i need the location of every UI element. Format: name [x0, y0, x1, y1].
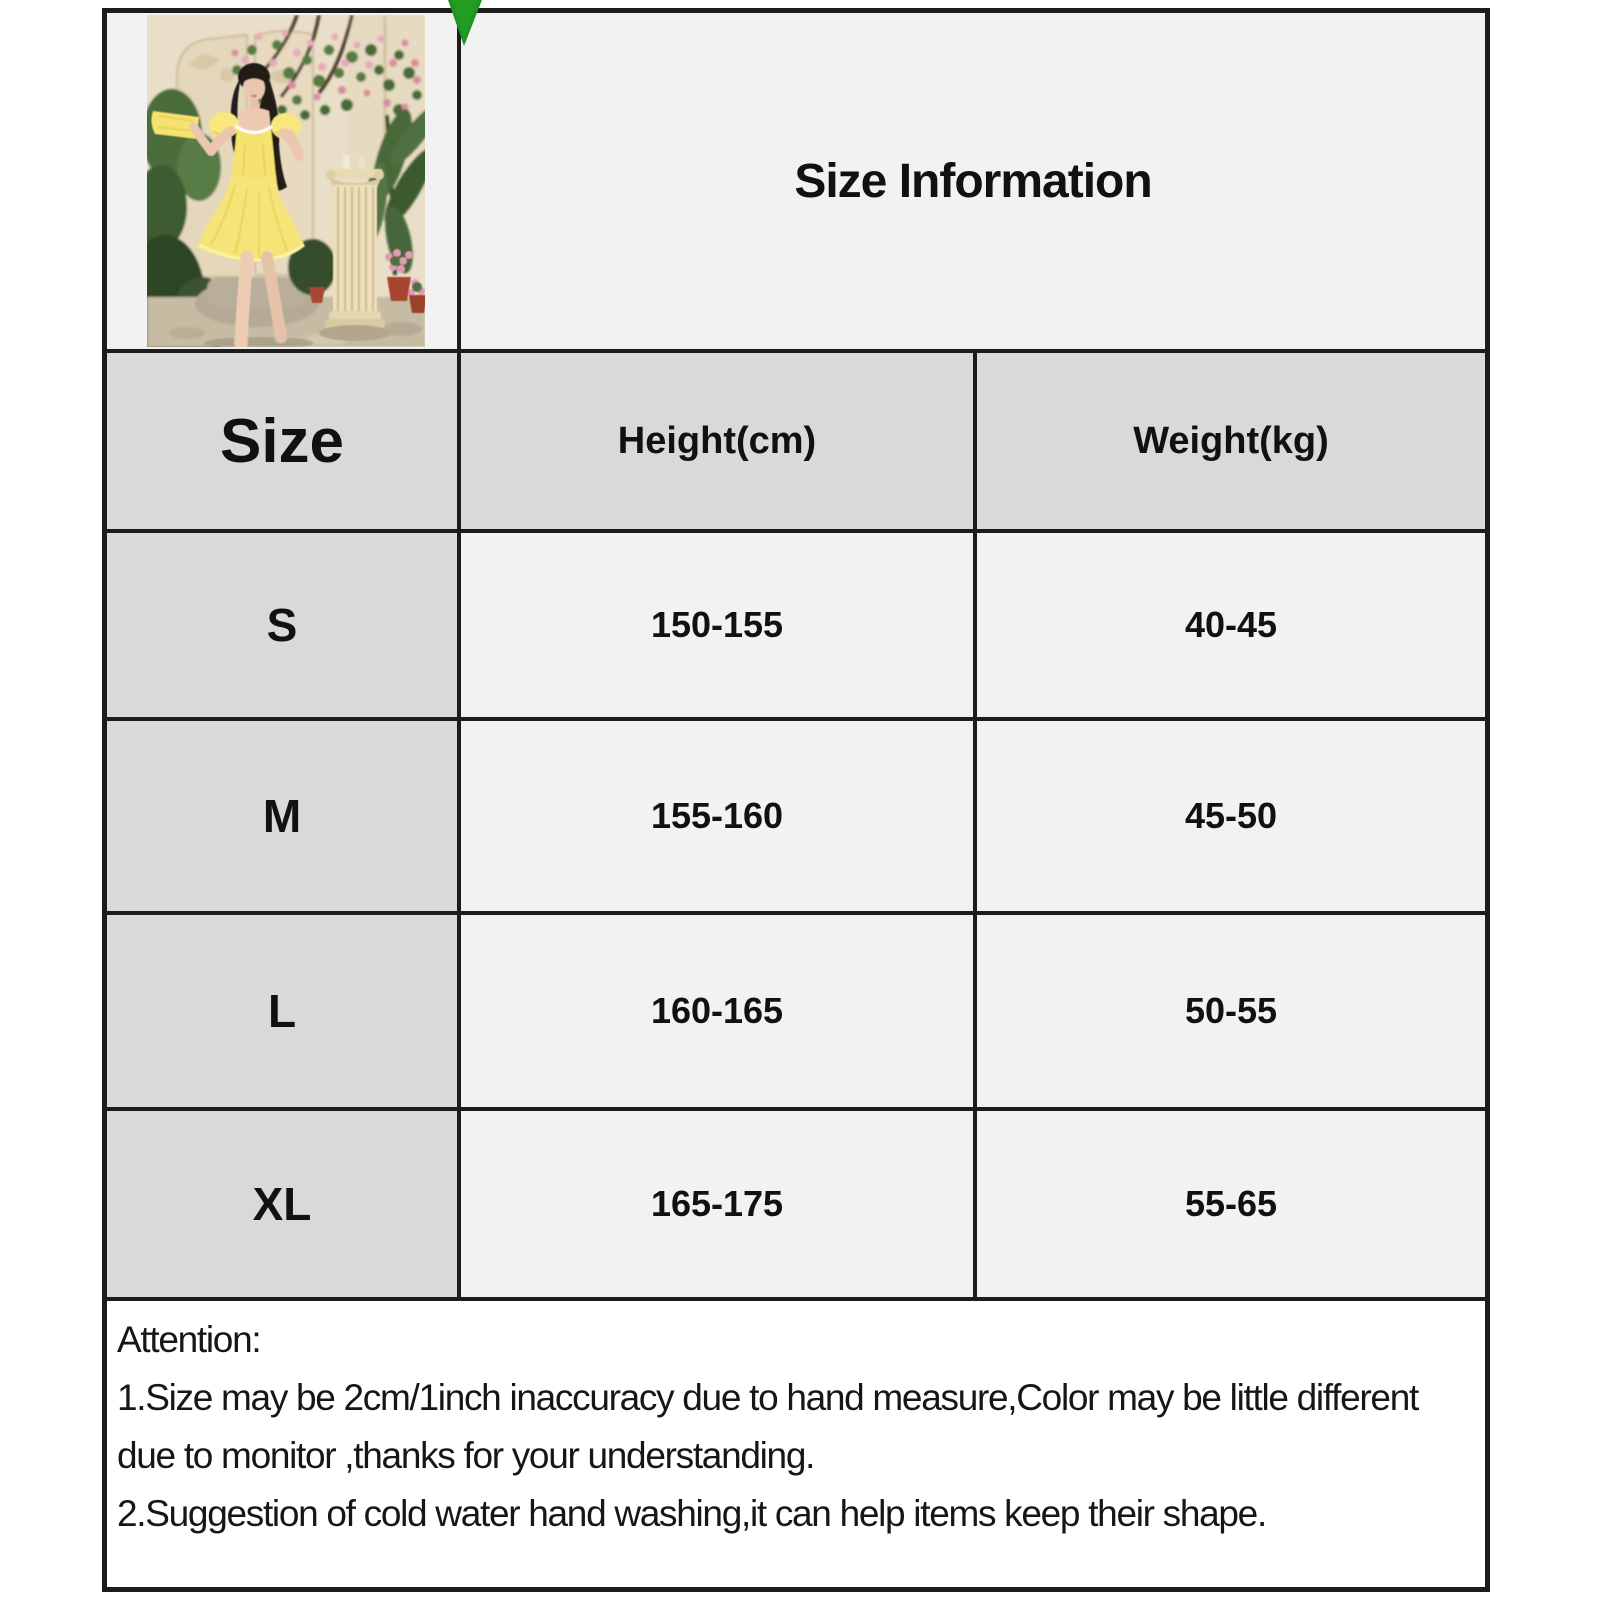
size-information-table	[102, 8, 1490, 1592]
attention-note-2: 2.Suggestion of cold water hand washing,it can help items keep their shape.	[117, 1493, 1266, 1534]
column-header-height: Height(cm)	[461, 353, 973, 529]
row-s-label: S	[107, 533, 457, 717]
product-photo	[147, 15, 425, 347]
row-l-height: 160-165	[461, 915, 973, 1107]
product-photo-cell	[107, 13, 457, 349]
attention-box	[107, 1301, 1485, 1587]
attention-heading: Attention:	[117, 1319, 261, 1360]
row-l-weight: 50-55	[977, 915, 1485, 1107]
row-s-weight: 40-45	[977, 533, 1485, 717]
column-header-size: Size	[107, 353, 457, 529]
row-xl-label: XL	[107, 1111, 457, 1297]
row-s-height: 150-155	[461, 533, 973, 717]
row-m-weight: 45-50	[977, 721, 1485, 911]
attention-note-1: 1.Size may be 2cm/1inch inaccuracy due to hand measure,Color may be little different due to monitor ,thanks for your understanding.	[117, 1377, 1418, 1476]
row-m-height: 155-160	[461, 721, 973, 911]
garden-background	[147, 15, 425, 347]
row-m-label: M	[107, 721, 457, 911]
column-header-weight: Weight(kg)	[977, 353, 1485, 529]
page-title: Size Information	[461, 13, 1485, 349]
green-corner-marker-icon	[448, 0, 482, 46]
row-xl-height: 165-175	[461, 1111, 973, 1297]
row-xl-weight: 55-65	[977, 1111, 1485, 1297]
row-l-label: L	[107, 915, 457, 1107]
